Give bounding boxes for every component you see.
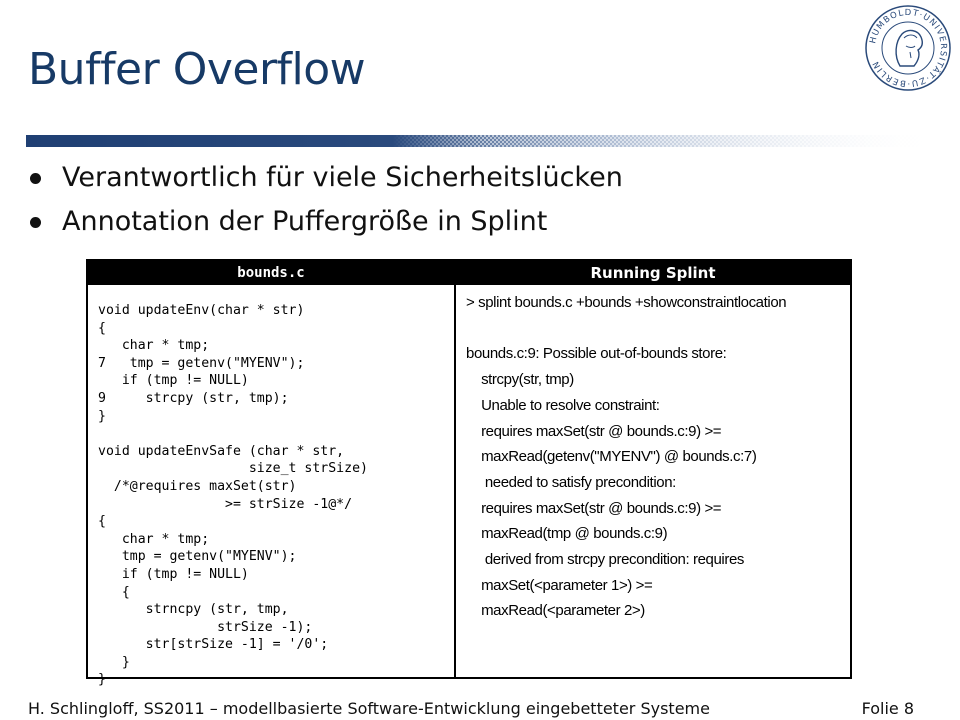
slide-title: Buffer Overflow bbox=[28, 44, 366, 95]
source-code-listing: void updateEnv(char * str) { char * tmp; 7 tmp = getenv("MYENV"); if (tmp != NULL) 9 strcpy (str, tmp); } void updateEnvSafe (char * str, size_t strSize) /*@requires maxSet(str) >= strSize -1@*/ { char * tmp; tmp = getenv("MYENV"); if (tmp != NULL) { strncpy (str, tmp, strSize -1); str[strSize -1] = '/0'; } } bbox=[98, 303, 368, 688]
bullet-list bbox=[30, 156, 623, 244]
splint-output-listing: > splint bounds.c +bounds +showconstraintlocation bounds.c:9: Possible out-of-bounds store: strcpy(str, tmp) Unable to resolve constraint: requires maxSet(str @ bounds.c:9) >= maxRead(getenv("MYENV") @ bounds.c:7) needed to satisfy precondition: requires maxSet(str @ bounds.c:9) >= maxRead(tmp @ bounds.c:9) derived from strcpy precondition: requires maxSet(<parameter 1>) >= maxRead(<parameter 2>) bbox=[466, 294, 787, 620]
output-column-header: Running Splint bbox=[456, 261, 850, 285]
footer-slide-number: Folie 8 bbox=[861, 699, 914, 718]
svg-text:HUMBOLDT·UNIVERSITÄT·ZU·BERLIN: HUMBOLDT·UNIVERSITÄT·ZU·BERLIN bbox=[868, 7, 949, 89]
bullet-item: Annotation der Puffergröße in Splint bbox=[30, 200, 623, 244]
university-seal-logo bbox=[864, 4, 952, 92]
splint-example-figure bbox=[86, 259, 852, 688]
bullet-item: Verantwortlich für viele Sicherheitslücken bbox=[30, 156, 623, 200]
title-divider-bar bbox=[26, 133, 942, 149]
footer-author-course: H. Schlingloff, SS2011 – modellbasierte Software-Entwicklung eingebetteter Systeme bbox=[28, 699, 710, 718]
code-column-header: bounds.c bbox=[88, 261, 454, 285]
bullet-dot-icon bbox=[30, 217, 41, 228]
bullet-dot-icon bbox=[30, 173, 41, 184]
column-divider bbox=[454, 261, 456, 677]
